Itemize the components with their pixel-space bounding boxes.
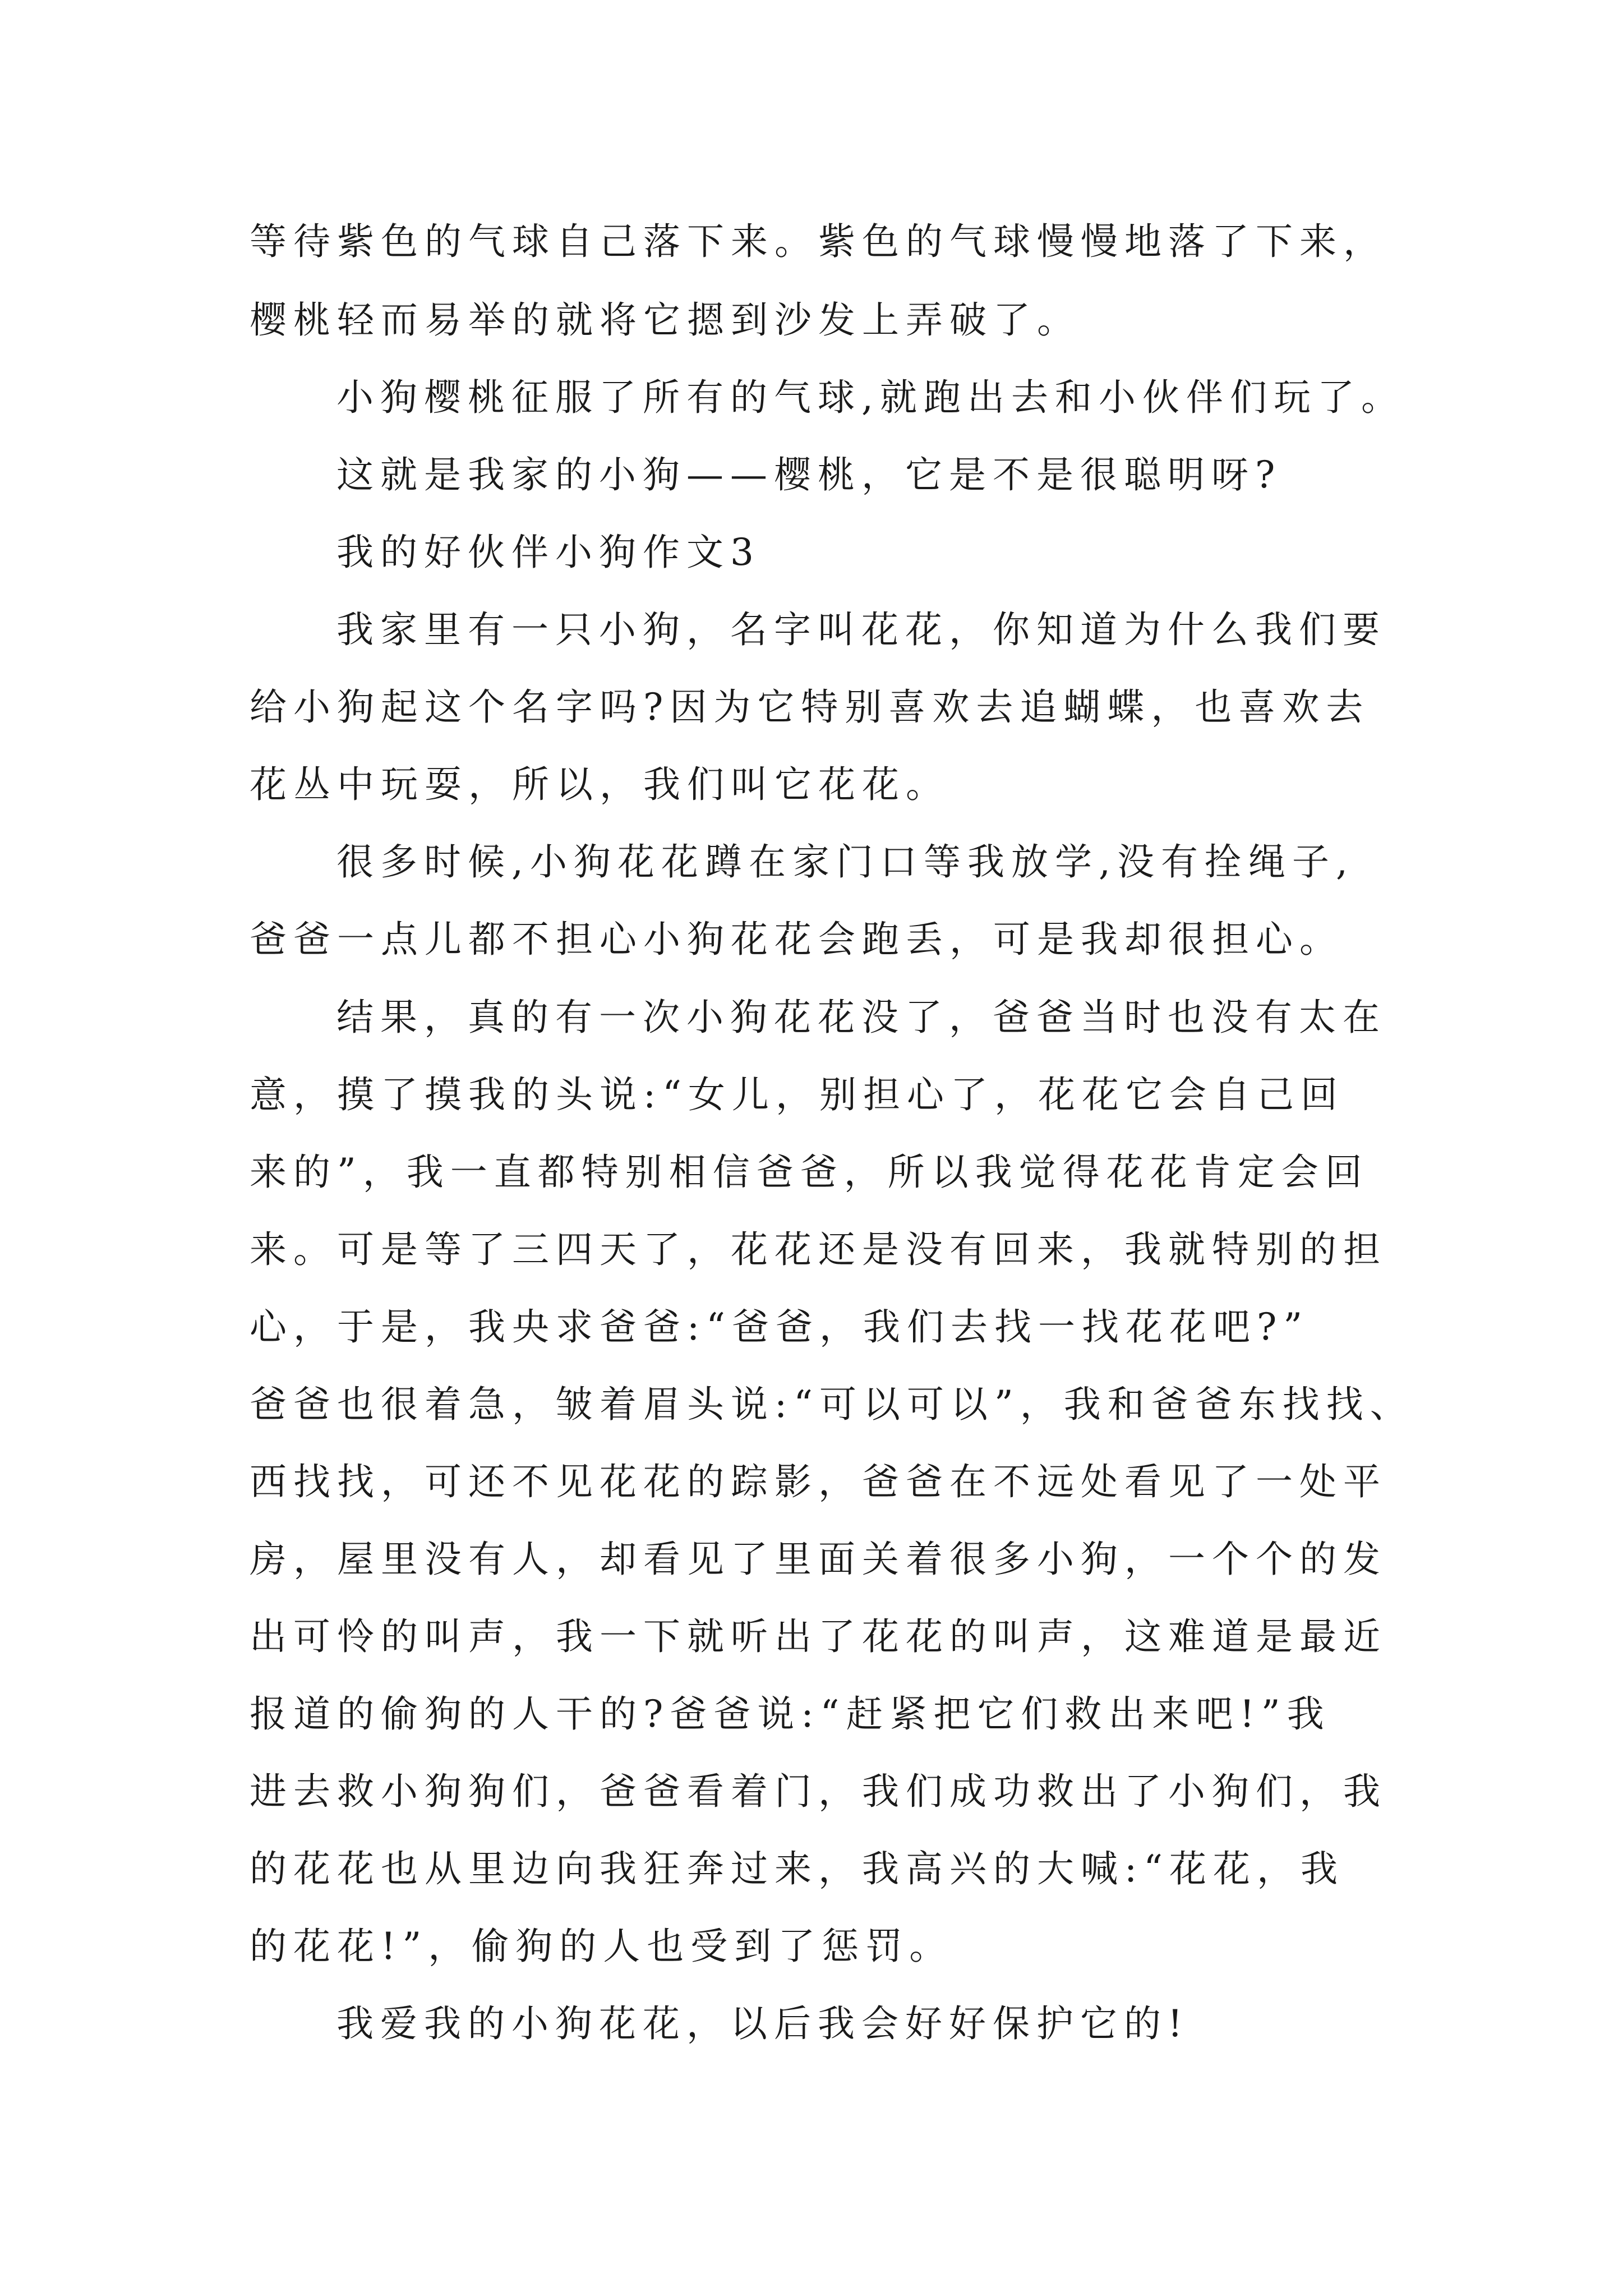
text-line: 花丛中玩耍，所以，我们叫它花花。 bbox=[250, 763, 949, 806]
text-line: 出可怜的叫声，我一下就听出了花花的叫声，这难道是最近 bbox=[250, 1615, 1387, 1658]
text-line: 结果，真的有一次小狗花花没了，爸爸当时也没有太在 bbox=[336, 996, 1386, 1039]
text-line: 来的”，我一直都特别相信爸爸，所以我觉得花花肯定会回 bbox=[250, 1151, 1369, 1194]
text-line: 我爱我的小狗花花，以后我会好好保护它的! bbox=[336, 2002, 1189, 2045]
text-line: 我家里有一只小狗，名字叫花花，你知道为什么我们要 bbox=[336, 608, 1386, 651]
text-line: 小狗樱桃征服了所有的气球,就跑出去和小伙伴们玩了。 bbox=[336, 376, 1405, 419]
text-line: 樱桃轻而易举的就将它摁到沙发上弄破了。 bbox=[250, 298, 1081, 342]
text-line: 爸爸一点儿都不担心小狗花花会跑丢，可是我却很担心。 bbox=[250, 918, 1343, 961]
text-line: 来。可是等了三四天了，花花还是没有回来，我就特别的担 bbox=[250, 1228, 1387, 1271]
text-line: 给小狗起这个名字吗?因为它特别喜欢去追蝴蝶，也喜欢去 bbox=[250, 685, 1370, 729]
text-line: 的花花也从里边向我狂奔过来，我高兴的大喊:“花花，我 bbox=[250, 1847, 1344, 1890]
text-line: 爸爸也很着急，皱着眉头说:“可以可以”，我和爸爸东找找、 bbox=[250, 1383, 1414, 1426]
text-line: 西找找，可还不见花花的踪影，爸爸在不远处看见了一处平 bbox=[250, 1460, 1387, 1503]
text-line: 报道的偷狗的人干的?爸爸说:“赶紧把它们救出来吧!”我 bbox=[250, 1692, 1331, 1736]
text-line: 等待紫色的气球自己落下来。紫色的气球慢慢地落了下来， bbox=[250, 220, 1387, 263]
text-line: 意，摸了摸我的头说:“女儿，别担心了，花花它会自己回 bbox=[250, 1073, 1344, 1116]
text-line: 的花花!”，偷狗的人也受到了惩罚。 bbox=[250, 1925, 953, 1968]
section-heading: 我的好伙伴小狗作文3 bbox=[336, 531, 760, 574]
text-line: 心，于是，我央求爸爸:“爸爸，我们去找一找花花吧?” bbox=[250, 1305, 1310, 1349]
text-line: 这就是我家的小狗——樱桃，它是不是很聪明呀? bbox=[336, 453, 1282, 496]
text-line: 房，屋里没有人，却看见了里面关着很多小狗，一个个的发 bbox=[250, 1538, 1387, 1581]
text-line: 进去救小狗狗们，爸爸看着门，我们成功救出了小狗们，我 bbox=[250, 1770, 1387, 1813]
text-line: 很多时候,小狗花花蹲在家门口等我放学,没有拴绳子, bbox=[336, 840, 1354, 884]
